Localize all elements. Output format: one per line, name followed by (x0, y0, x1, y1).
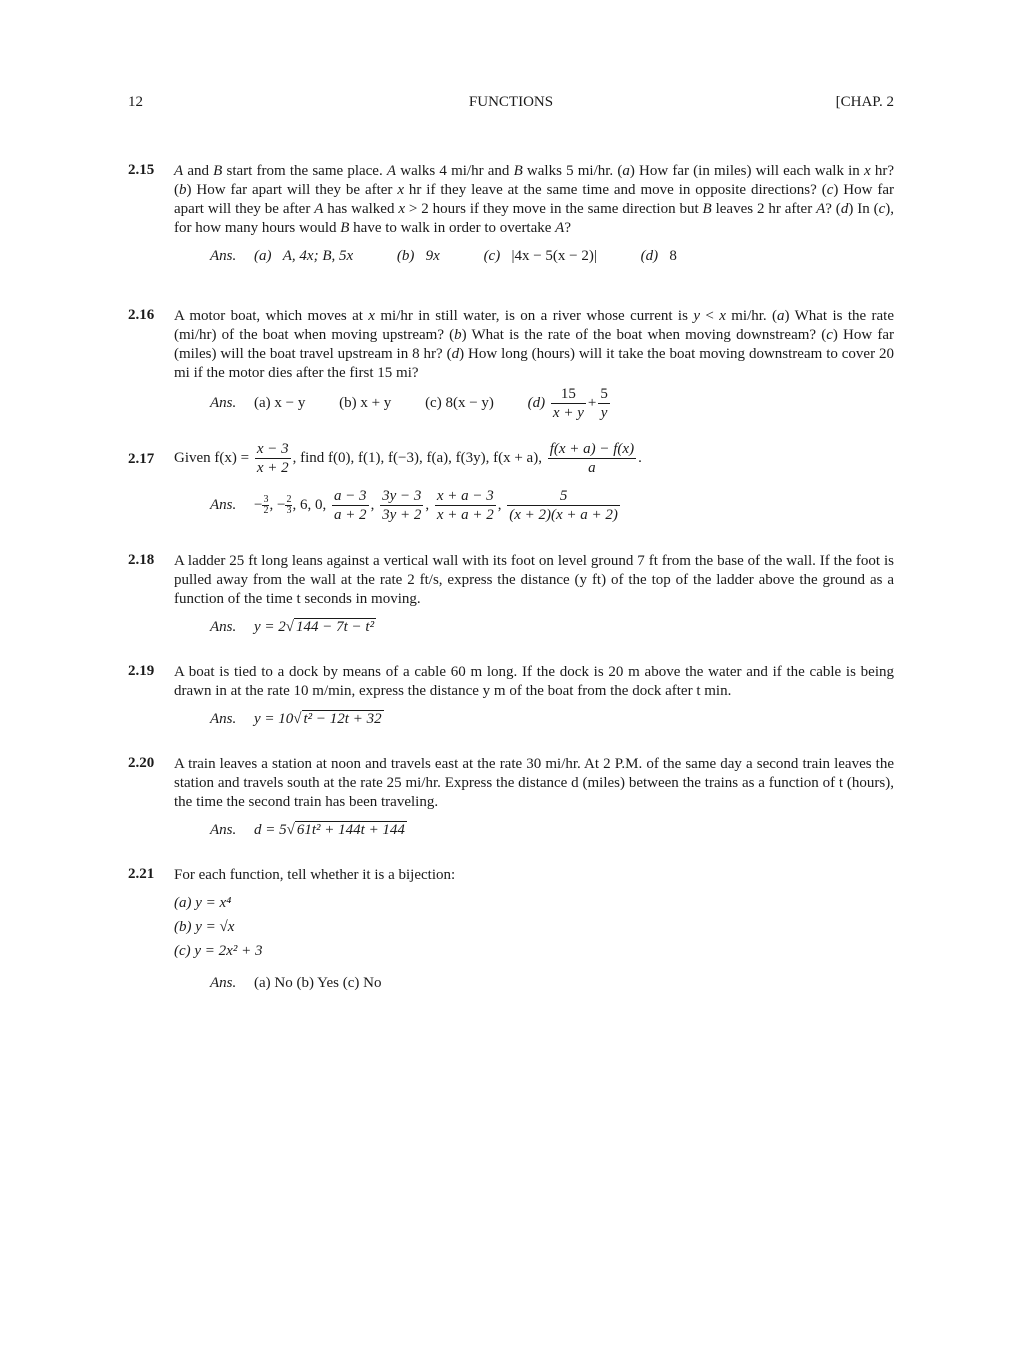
problem-2-20 (128, 755, 894, 840)
fraction: $\frac{5}{y}$ (600, 386, 608, 421)
problem-number: 2.17 (128, 451, 155, 467)
problem-text: A train leaves a station at noon and travels east at the rate 30 mi/hr. At 2 P.M. of the same day a second train leaves the station and travels south at the rate 25 mi/hr. Express the distance d (miles) between the trains as a function of t (hours), the time the second train has been traveling. (174, 756, 894, 810)
problem-text: Given f(x) = $\frac{x - 3}{x + 2}$ , find f(0), f(1), f(−3), f(a), f(3y), f(x + a), $\frac{f(x + a) - f(x)}{a}$ . (174, 441, 642, 476)
page-header (128, 94, 894, 114)
problem-text: A motor boat, which moves at x mi/hr in still water, is on a river whose current is y < x mi/hr. (a) What is the rate (mi/hr) of the boat when moving upstream? (b) What is the rate of the boat when moving downstream? (c) How far (miles) will the boat travel upstream in 8 hr? (d) How long (hours) will it take the boat moving downstream to cover 20 mi if the motor dies after the first 15 mi? (174, 308, 895, 381)
list-item: (c) y = 2x² + 3 (174, 943, 263, 959)
answer: Ans. y = 10√ t² − 12t + 32 (210, 711, 382, 727)
answer: Ans. d = 5√ 61t² + 144t + 144 (210, 822, 405, 838)
problem-text: A ladder 25 ft long leans against a vertical wall with its foot on level ground 7 ft from the base of the wall. If the foot is pulled away from the wall at the rate 2 ft/s, express the distance (y ft) of the top of the ladder above the ground as a function of the time t seconds in moving. (174, 553, 894, 607)
problem-2-19 (128, 663, 894, 729)
problem-text: For each function, tell whether it is a bijection: (174, 867, 456, 883)
problem-text: A boat is tied to a dock by means of a cable 60 m long. If the dock is 20 m above the water and if the cable is being drawn in at the rate 10 m/min, express the distance y m of the boat from the dock after t min. (174, 664, 894, 699)
problem-2-17 (128, 440, 894, 524)
function-list (174, 891, 894, 963)
page-number: 12 (128, 94, 143, 110)
problem-number: 2.15 (128, 162, 155, 178)
problem-2-21 (128, 866, 894, 993)
fraction: $\frac{15}{x + y}$ (552, 386, 584, 421)
problem-2-15 (128, 162, 894, 266)
answer: Ans. (a) x − y (b) x + y (c) 8(x − y) (d) $\frac{15}{x + y}$ + $\frac{5}{y}$ (210, 386, 608, 421)
running-title: FUNCTIONS (468, 94, 554, 110)
problem-number: 2.20 (128, 755, 155, 771)
answer: Ans. − $\frac{3}{2}$ , − $\frac{2}{3}$ , 6, 0, $\frac{a - 3}{a + 2}$ , $\frac{3y - 3}{3y + 2}$ , $\frac{x + a - 3}{x + a + 2}$ , $\frac{5}{(x + 2)(x + a + 2)}$ (210, 488, 618, 523)
answer: Ans. y = 2√ 144 − 7t − t² (210, 619, 375, 635)
answer: Ans. (a) No (b) Yes (c) No (210, 975, 382, 991)
problem-number: 2.18 (128, 552, 155, 568)
chapter-label: [CHAP. 2 (835, 94, 894, 110)
problem-number: 2.19 (128, 663, 155, 679)
problem-2-18 (128, 552, 894, 637)
problem-text: A and B start from the same place. A walks 4 mi/hr and B walks 5 mi/hr. (a) How far (in miles) will each walk in x hr? (b) How far apart will they be after x hr if they leave at the same time and move in opposite directions? (c) How far apart will they be after A has walked x > 2 hours if they move in the same direction but B leaves 2 hr after A? (d) In (c), for how many hours would B have to walk in order to overtake A? (174, 163, 895, 236)
problem-number: 2.21 (128, 866, 155, 882)
problem-number: 2.16 (128, 307, 155, 323)
answer: Ans. (a) A, 4x; B, 5x (b) 9x (c) |4x − 5(x − 2)| (d) 8 (210, 248, 677, 264)
list-item: (a) y = x⁴ (174, 895, 232, 911)
problem-2-16 (128, 307, 894, 422)
list-item: (b) y = √x (174, 919, 235, 935)
